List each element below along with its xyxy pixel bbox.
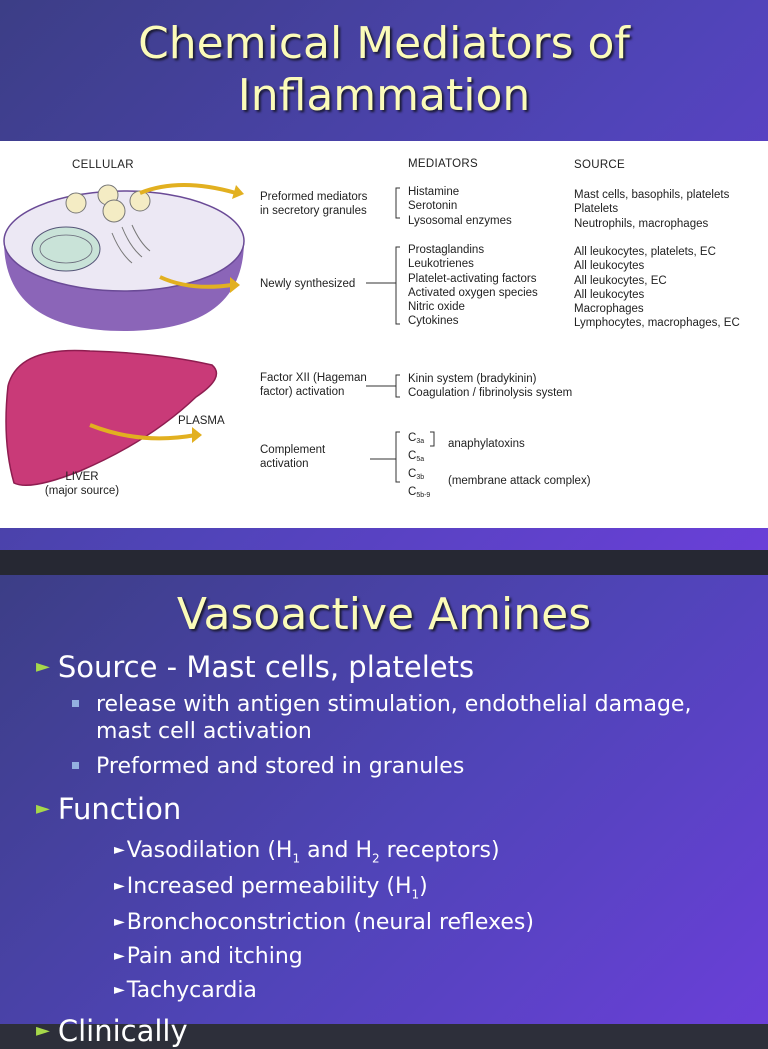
mediator-item: Cytokines bbox=[408, 315, 459, 328]
mediator-item: Activated oxygen species bbox=[408, 286, 538, 299]
factor-mediators-list bbox=[408, 372, 572, 401]
header-cellular: CELLULAR bbox=[72, 159, 134, 171]
mediator-item: Coagulation / fibrinolysis system bbox=[408, 387, 573, 400]
mediators-figure bbox=[0, 141, 768, 528]
c-sub: 3a bbox=[416, 438, 425, 445]
source-item: Mast cells, basophils, platelets bbox=[574, 189, 730, 201]
source-item: All leukocytes, platelets, EC bbox=[574, 246, 716, 258]
sub-bullet bbox=[72, 753, 712, 780]
mediator-item: Nitric oxide bbox=[408, 301, 465, 314]
sub-bullet-text: Preformed and stored in granules bbox=[96, 754, 465, 779]
label-factor-2: factor) activation bbox=[260, 386, 345, 398]
mediator-item: Serotonin bbox=[408, 200, 458, 213]
c-letter: C bbox=[408, 432, 417, 444]
mediator-item: Platelet-activating factors bbox=[408, 272, 537, 285]
function-item-bronchoconstriction bbox=[114, 907, 534, 938]
function-item-tachycardia bbox=[114, 975, 257, 1006]
source-item: Macrophages bbox=[574, 303, 644, 316]
triangle-bullet-icon: ► bbox=[114, 948, 125, 964]
c-sub: 5a bbox=[416, 456, 425, 463]
function-item-pain bbox=[114, 941, 303, 972]
mediator-item: Histamine bbox=[408, 186, 460, 198]
label-liver-2: (major source) bbox=[44, 485, 120, 497]
triangle-bullet-icon: ► bbox=[36, 798, 50, 819]
slide-separator bbox=[0, 550, 768, 575]
text: Pain and itching bbox=[126, 944, 303, 969]
c-sub: 5b-9 bbox=[416, 492, 431, 499]
subscript: 1 bbox=[292, 851, 301, 866]
bullet-clinically bbox=[36, 1013, 188, 1049]
complement-list bbox=[408, 431, 430, 503]
label-complement bbox=[260, 443, 325, 471]
label-preformed-1: Preformed mediators bbox=[260, 191, 368, 203]
triangle-bullet-icon: ► bbox=[36, 1020, 50, 1041]
bullet-text: Clinically bbox=[57, 1014, 188, 1048]
label-complement-2: activation bbox=[260, 458, 309, 470]
text: Tachycardia bbox=[126, 978, 257, 1003]
title-line-1: Chemical Mediators of bbox=[138, 18, 630, 69]
title-line-2: Inflammation bbox=[237, 70, 531, 121]
label-factor-xii bbox=[260, 371, 367, 399]
c-letter: C bbox=[408, 450, 417, 462]
label-newly-synthesized: Newly synthesized bbox=[260, 278, 356, 290]
preformed-sources-list bbox=[574, 188, 729, 231]
c-letter: C bbox=[408, 486, 417, 498]
sub-bullet bbox=[72, 691, 712, 745]
bullet-source bbox=[36, 649, 474, 685]
subscript: 2 bbox=[372, 851, 380, 866]
triangle-bullet-icon: ► bbox=[114, 982, 125, 998]
triangle-bullet-icon: ► bbox=[36, 656, 50, 677]
complement-item bbox=[408, 449, 430, 467]
label-complement-1: Complement bbox=[260, 444, 326, 456]
text: Bronchoconstriction (neural reflexes) bbox=[126, 910, 534, 935]
mediator-item: Kinin system (bradykinin) bbox=[408, 373, 537, 385]
source-item: All leukocytes bbox=[574, 260, 645, 273]
triangle-bullet-icon: ► bbox=[114, 878, 125, 894]
source-item: Lymphocytes, macrophages, EC bbox=[574, 317, 740, 330]
triangle-bullet-icon: ► bbox=[114, 842, 125, 858]
label-preformed-2: in secretory granules bbox=[260, 205, 367, 217]
label-liver-1: LIVER bbox=[65, 471, 99, 483]
triangle-bullet-icon: ► bbox=[114, 914, 125, 930]
preformed-mediators-list bbox=[408, 185, 512, 228]
text: Vasodilation (H bbox=[126, 838, 293, 863]
slide-title bbox=[0, 18, 768, 122]
bullet-text: Source - Mast cells, platelets bbox=[57, 650, 475, 684]
label-factor-1: Factor XII (Hageman bbox=[260, 372, 367, 384]
newly-mediators-list bbox=[408, 243, 538, 329]
subscript: 1 bbox=[411, 887, 420, 902]
text: Increased permeability (H bbox=[126, 874, 412, 899]
function-item-vasodilation bbox=[114, 835, 500, 873]
complement-item bbox=[408, 485, 430, 503]
square-bullet-icon bbox=[72, 700, 79, 707]
square-bullet-icon bbox=[72, 762, 79, 769]
sub-bullet-text: release with antigen stimulation, endothelial damage, mast cell activation bbox=[96, 692, 692, 744]
source-item: All leukocytes bbox=[574, 288, 645, 301]
newly-sources-list bbox=[574, 245, 740, 331]
complement-item bbox=[408, 431, 430, 449]
text: ) bbox=[419, 874, 428, 899]
text: receptors) bbox=[379, 838, 500, 863]
slide-vasoactive-amines bbox=[0, 575, 768, 1048]
mediator-item: Prostaglandins bbox=[408, 244, 485, 256]
c-letter: C bbox=[408, 468, 417, 480]
complement-item bbox=[408, 467, 430, 485]
slide-title: Vasoactive Amines bbox=[176, 589, 592, 640]
header-mediators: MEDIATORS bbox=[408, 158, 479, 170]
source-item: All leukocytes, EC bbox=[574, 274, 667, 287]
mac-label: (membrane attack complex) bbox=[448, 475, 591, 487]
label-preformed bbox=[260, 190, 367, 218]
source-item: Neutrophils, macrophages bbox=[574, 217, 709, 230]
label-plasma: PLASMA bbox=[178, 415, 225, 427]
cell-illustration bbox=[4, 185, 244, 331]
mediator-item: Lysosomal enzymes bbox=[408, 214, 512, 227]
function-item-permeability bbox=[114, 871, 428, 909]
c-sub: 3b bbox=[416, 474, 425, 481]
bullet-function bbox=[36, 791, 181, 827]
label-liver bbox=[40, 470, 124, 498]
source-item: Platelets bbox=[574, 203, 619, 216]
mediator-item: Leukotrienes bbox=[408, 258, 474, 271]
header-source: SOURCE bbox=[574, 159, 626, 171]
anaphylatoxins-label: anaphylatoxins bbox=[448, 438, 525, 450]
bullet-text: Function bbox=[57, 792, 182, 826]
text: and H bbox=[300, 838, 373, 863]
